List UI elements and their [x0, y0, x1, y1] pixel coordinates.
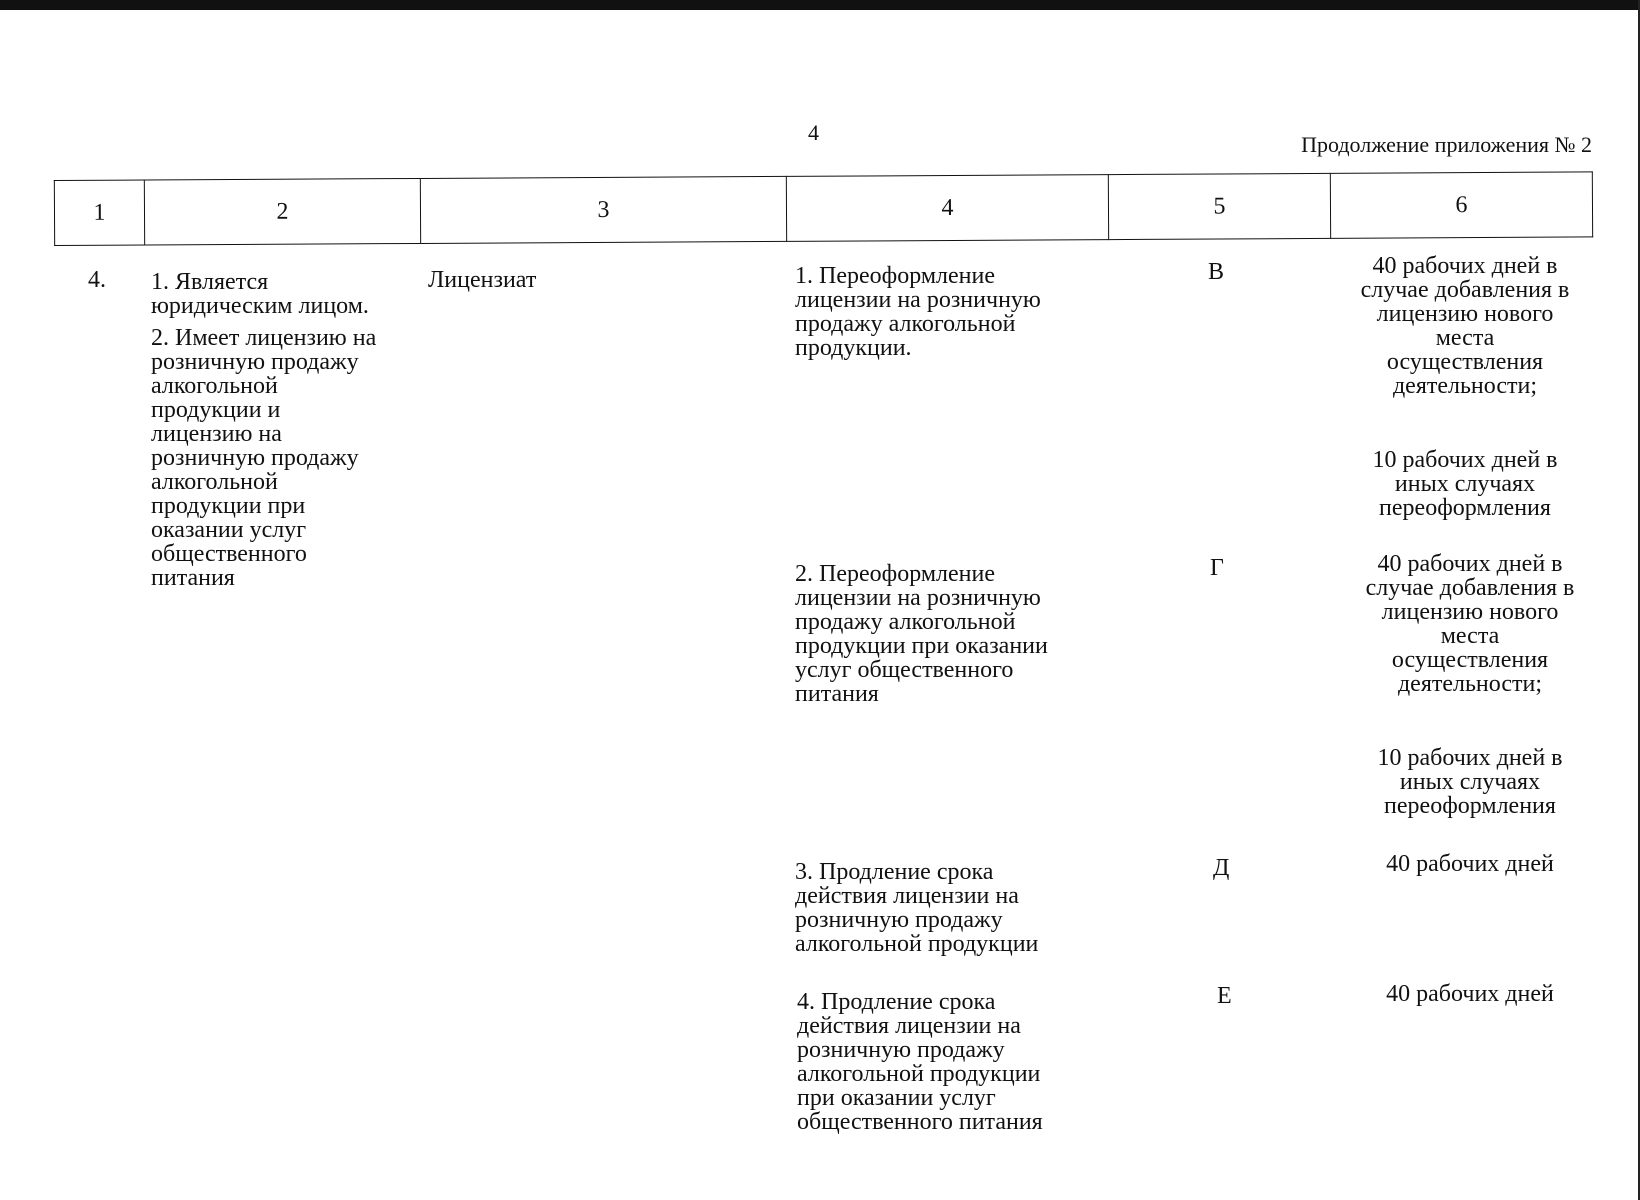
requirement-line: алкогольной [151, 469, 278, 495]
header-row [54, 172, 1592, 246]
applicant-type: Лицензиат [428, 267, 537, 293]
procedure-2-term: 40 рабочих дней в случае добавления в лицензию нового места осуществления деятельности; 10 рабочих дней в иных случаях переоформления [1365, 551, 1575, 819]
procedure-2-code: Г [1210, 555, 1224, 581]
header-cell-1: 1 [54, 180, 144, 246]
procedure-2-name: 2. Переоформление лицензии на розничную продажу алкогольной продукции при оказании услуг общественного питания [795, 561, 1048, 707]
procedure-4-term: 40 рабочих дней [1386, 981, 1554, 1007]
procedure-3-code: Д [1213, 855, 1230, 881]
applicant-requirements [151, 270, 376, 590]
requirement-line: юридическим лицом. [151, 293, 369, 319]
header-cell-4: 4 [786, 175, 1108, 242]
requirement-line: питания [151, 565, 235, 591]
requirement-line: оказании услуг [151, 517, 307, 543]
header-cell-2: 2 [144, 178, 420, 245]
requirement-line: общественного [151, 541, 307, 567]
row-number: 4. [88, 267, 106, 293]
requirement-line: 2. Имеет лицензию на [151, 325, 377, 351]
requirement-line: розничную продажу [151, 445, 359, 471]
procedure-1-name: 1. Переоформление лицензии на розничную продажу алкогольной продукции. [795, 263, 1041, 361]
requirement-line: продукции и [151, 397, 281, 423]
requirement-line: лицензию на [151, 421, 282, 447]
scan-top-border [0, 0, 1640, 10]
procedure-1-term: 40 рабочих дней в случае добавления в лицензию нового места осуществления деятельности; 10 рабочих дней в иных случаях переоформления [1360, 253, 1570, 521]
table-header [54, 171, 1593, 246]
procedure-4-code: Е [1217, 983, 1232, 1009]
procedure-3-name: 3. Продление срока действия лицензии на розничную продажу алкогольной продукции [795, 859, 1039, 957]
procedure-1-code: В [1208, 259, 1225, 285]
requirement-line: розничную продажу [151, 349, 359, 375]
requirement-line: алкогольной [151, 373, 278, 399]
requirement-line: продукции при [151, 493, 306, 519]
header-cell-6: 6 [1330, 172, 1592, 238]
procedure-4-name: 4. Продление срока действия лицензии на розничную продажу алкогольной продукции при оказании услуг общественного питания [797, 989, 1043, 1135]
continuation-note: Продолжение приложения № 2 [1301, 132, 1592, 157]
header-cell-5: 5 [1108, 173, 1330, 239]
page-number: 4 [808, 120, 819, 145]
requirement-line: 1. Является [151, 269, 269, 295]
header-cell-3: 3 [420, 176, 786, 243]
procedure-3-term: 40 рабочих дней [1386, 851, 1554, 877]
